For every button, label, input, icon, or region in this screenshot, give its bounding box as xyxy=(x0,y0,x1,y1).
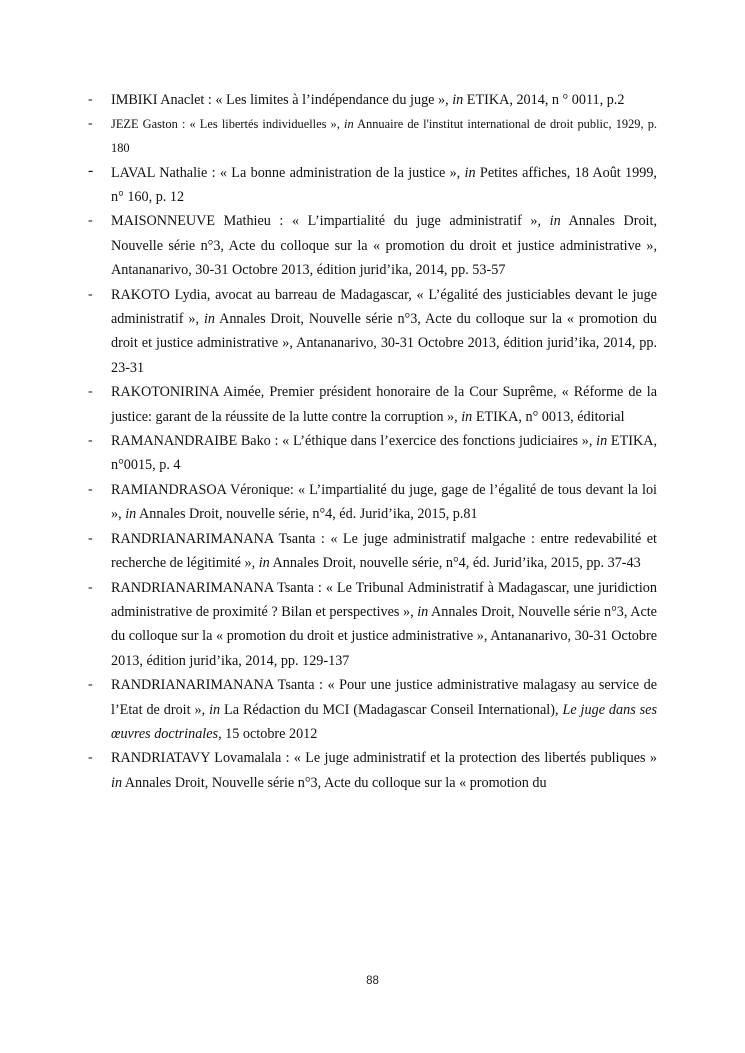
list-dash: - xyxy=(88,286,93,302)
entry-text xyxy=(111,213,657,278)
bibliography-entry xyxy=(87,673,657,746)
bibliography-entry xyxy=(87,746,657,795)
bibliography-entry xyxy=(87,209,657,282)
bibliography-entry xyxy=(87,88,657,112)
bibliography-entry xyxy=(87,112,657,160)
list-dash: - xyxy=(88,677,93,693)
entry-text xyxy=(111,531,657,571)
bibliography-entry xyxy=(87,478,657,527)
italic-text-run: in xyxy=(203,311,215,328)
text-run: ETIKA, n°0015, p. 4 xyxy=(111,433,657,474)
list-dash: - xyxy=(88,481,93,497)
text-run: RAKOTO Lydia, avocat au barreau de Madagascar, « L’égalité des justiciables devant le juge administratif », xyxy=(111,286,657,328)
italic-text-run: in xyxy=(452,92,464,108)
text-run: RANDRIATAVY Lovamalala : « Le juge administratif et la protection des libertés publiques » xyxy=(111,750,657,767)
text-run: ETIKA, 2014, n ° 0011, p.2 xyxy=(463,92,625,108)
text-run: Annales Droit, Nouvelle série n°3, Acte du colloque sur la « promotion du droit et justice administrative », Antananarivo, 30-31 Octobre 2013, édition jurid’ika, 2014, pp. 129-137 xyxy=(111,603,657,669)
text-run: Annales Droit, Nouvelle série n°3, Acte du colloque sur la « promotion du droit et justice administrative », Antananarivo, 30-31 Octobre 2013, édition jurid’ika, 2014, pp. 53-57 xyxy=(111,213,657,279)
list-dash: - xyxy=(88,213,93,229)
text-run: IMBIKI Anaclet : « Les limites à l’indépendance du juge », xyxy=(111,92,453,108)
list-dash: - xyxy=(88,161,94,179)
bibliography-entry xyxy=(87,161,657,210)
text-run: RANDRIANARIMANANA Tsanta : « Pour une justice administrative malagasy au service de l’Etat de droit », xyxy=(111,677,657,718)
text-run: RAKOTONIRINA Aimée, Premier président honoraire de la Cour Suprême, « Réforme de la justice: garant de la réussite de la lutte contre la corruption », xyxy=(111,384,657,425)
bibliography-entry xyxy=(87,527,657,576)
entry-text xyxy=(111,677,657,742)
text-run: ETIKA, n° 0013, éditorial xyxy=(472,408,625,425)
text-run: Annales Droit, Nouvelle série n°3, Acte du colloque sur la « promotion du xyxy=(122,774,547,791)
bibliography-list xyxy=(87,88,657,795)
text-run: Annales Droit, nouvelle série, n°4, éd. Jurid’ika, 2015, p.81 xyxy=(136,506,478,523)
list-dash: - xyxy=(88,92,93,107)
list-dash: - xyxy=(88,433,93,449)
bibliography-entry xyxy=(87,576,657,674)
text-run: Annuaire de l'institut international de droit public, 1929, p. 180 xyxy=(111,117,657,155)
text-run: RANDRIANARIMANANA Tsanta : « Le Tribunal Administratif à Madagascar, une juridiction administrative de proximité ? Bilan et perspectives », xyxy=(111,579,657,620)
text-run: Annales Droit, Nouvelle série n°3, Acte du colloque sur la « promotion du droit et justice administrative », Antananarivo, 30-31 Octobre 2013, édition jurid’ika, 2014, pp. 23-31 xyxy=(111,311,658,376)
text-run: La Rédaction du MCI (Madagascar Conseil International), xyxy=(220,701,563,718)
italic-text-run: in xyxy=(111,774,123,791)
entry-text xyxy=(111,117,657,155)
text-run: Petites affiches, 18 Août 1999, n° 160, p. 12 xyxy=(111,164,657,205)
entry-text xyxy=(111,580,657,669)
text-run: MAISONNEUVE Mathieu : « L’impartialité du juge administratif », xyxy=(111,213,550,230)
page-number: 88 xyxy=(366,975,379,987)
italic-text-run: in xyxy=(464,164,476,181)
text-run: LAVAL Nathalie : « La bonne administration de la justice », xyxy=(111,164,465,181)
italic-text-run: in xyxy=(596,433,608,450)
bibliography-entry xyxy=(87,380,657,429)
list-dash: - xyxy=(88,579,93,595)
italic-text-run: in xyxy=(209,701,221,718)
list-dash: - xyxy=(88,530,93,546)
entry-text xyxy=(111,750,657,790)
bibliography-entry xyxy=(87,429,657,478)
list-dash: - xyxy=(88,384,93,400)
text-run: Annales Droit, nouvelle série, n°4, éd. Jurid’ika, 2015, pp. 37-43 xyxy=(269,555,641,572)
entry-text xyxy=(111,287,657,376)
italic-text-run: in xyxy=(125,506,137,523)
entry-text xyxy=(111,165,657,205)
list-dash: - xyxy=(88,116,93,132)
italic-text-run: in xyxy=(344,117,354,132)
entry-text xyxy=(111,433,657,473)
text-run: RAMIANDRASOA Véronique: « L’impartialité du juge, gage de l’égalité de tous devant la loi », xyxy=(111,481,657,523)
text-run: , 15 octobre 2012 xyxy=(218,725,318,742)
italic-text-run: in xyxy=(258,555,270,572)
entry-text xyxy=(111,384,657,424)
italic-text-run: in xyxy=(549,213,561,230)
text-run: RANDRIANARIMANANA Tsanta : « Le juge administratif malgache : entre redevabilité et recherche de légitimité », xyxy=(111,530,657,572)
list-dash: - xyxy=(88,750,93,766)
text-run: JEZE Gaston : « Les libertés individuelles », xyxy=(111,117,344,132)
bibliography-entry xyxy=(87,283,657,381)
italic-text-run: Le juge dans ses œuvres doctrinales xyxy=(111,701,657,742)
entry-text xyxy=(111,92,624,108)
text-run: RAMANANDRAIBE Bako : « L’éthique dans l’exercice des fonctions judiciaires », xyxy=(111,433,597,450)
italic-text-run: in xyxy=(461,408,473,425)
italic-text-run: in xyxy=(417,603,429,620)
entry-text xyxy=(111,482,657,522)
